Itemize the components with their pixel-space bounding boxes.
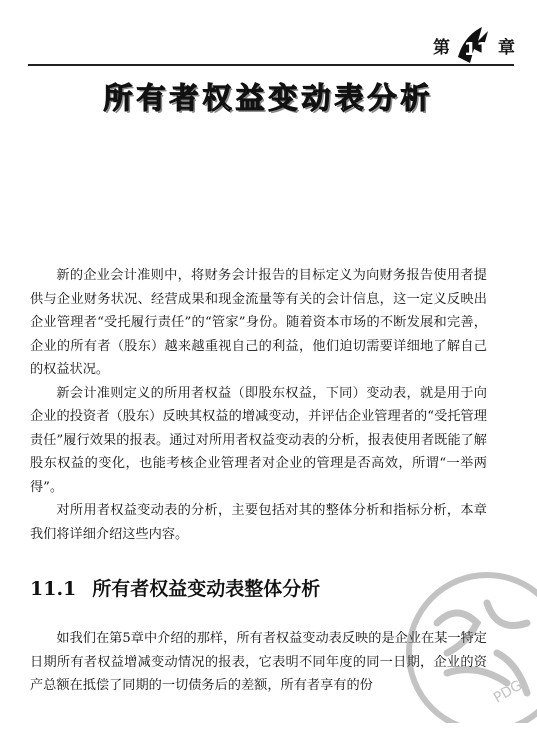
chapter-number-emblem: [452, 23, 496, 67]
header-rule: [28, 64, 514, 66]
intro-paragraph-3: 对所用者权益变动表的分析，主要包括对其的整体分析和指标分析，本章我们将详细介绍这些内容。: [30, 503, 487, 542]
section-heading: [30, 574, 320, 601]
section-title: 所有者权益变动表整体分析: [92, 578, 321, 600]
chapter-marker: [433, 22, 515, 68]
chapter-suffix: 章: [498, 37, 515, 58]
intro-text: [30, 264, 487, 546]
intro-paragraph-1: 新的企业会计准则中，将财务会计报告的目标定义为向财务报告使用者提供与企业财务状况、经营成果和现金流量等有关的会计信息，这一定义反映出企业管理者“受托履行责任”的“管家”身份。随着资本市场的不断发展和完善，企业的所有者（股东）越来越重视自己的利益，他们迫切需要详细地了解自己的权益状况。: [30, 268, 487, 377]
section-number: 11.1: [30, 578, 77, 600]
intro-paragraph-2: 新会计准则定义的所用者权益（即股东权益，下同）变动表，就是用于向企业的投资者（股东）反映其权益的增减变动，并评估企业管理者的“受托管理责任”履行效果的报表。通过对所用者权益变动表的分析，报表使用者既能了解股东权益的变化，也能考核企业管理者对企业的管理是否高效，所谓“一举两得”。: [30, 385, 487, 495]
chapter-prefix: 第: [433, 37, 450, 58]
chapter-number-text: 11: [464, 39, 490, 60]
seal-text: PDG: [491, 677, 526, 707]
section-paragraph-1: 如我们在第5章中介绍的那样，所有者权益变动表反映的是企业在某一特定日期所有者权益增减变动情况的报表，它表明不同年度的同一日期，企业的资产总额在抵偿了同期的一切债务后的差额，所有者享有的份: [30, 631, 487, 693]
chapter-number-brush-icon: [452, 23, 496, 67]
chapter-title: 所有者权益变动表分析: [103, 81, 434, 115]
seal-stamp-icon: [397, 563, 537, 723]
